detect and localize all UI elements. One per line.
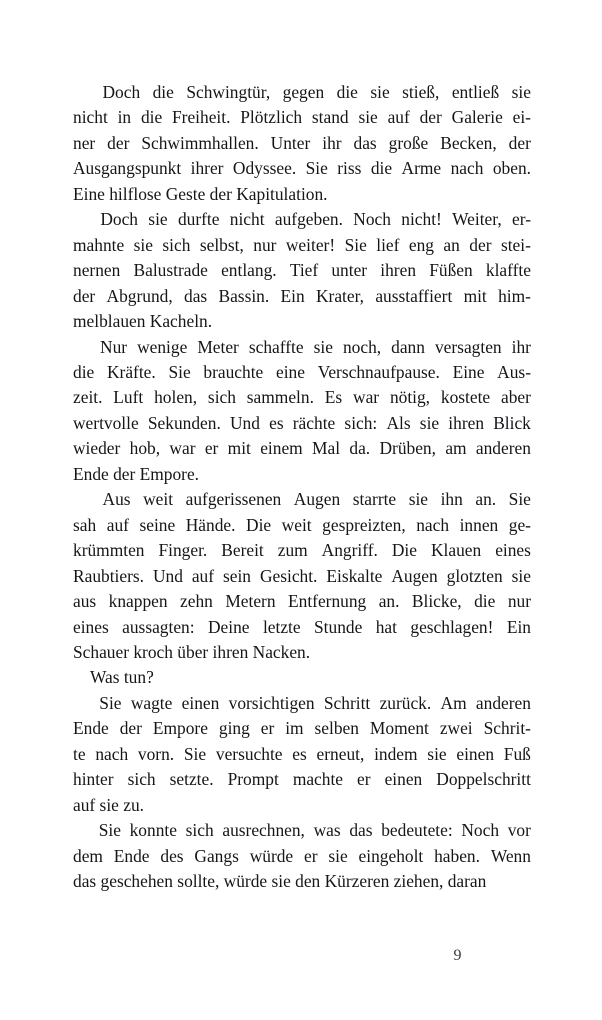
word: krümmten bbox=[73, 540, 145, 561]
word: vor bbox=[507, 820, 531, 841]
word: er- bbox=[512, 209, 531, 230]
word: einen bbox=[384, 769, 423, 790]
word: letzte bbox=[262, 616, 301, 637]
line-text: auf sie zu. bbox=[73, 794, 144, 815]
word: versagten bbox=[434, 336, 502, 357]
word: Sie bbox=[344, 234, 367, 255]
text-line bbox=[73, 131, 531, 156]
word: Am bbox=[440, 692, 467, 713]
word: am bbox=[445, 438, 467, 459]
word: Ein bbox=[506, 616, 531, 637]
word: Aus bbox=[102, 489, 131, 510]
text-line bbox=[73, 436, 531, 461]
text-line bbox=[73, 564, 531, 589]
word: der bbox=[419, 107, 442, 128]
line-text: melblauen Kacheln. bbox=[73, 311, 213, 332]
word: Gangs bbox=[194, 845, 239, 866]
word: ausstaffiert bbox=[375, 285, 453, 306]
word: aufgerissenen bbox=[185, 489, 282, 510]
word: ihr bbox=[511, 336, 531, 357]
word: Klauen bbox=[430, 540, 482, 561]
word: es bbox=[269, 412, 284, 433]
word: sein bbox=[222, 565, 251, 586]
text-line bbox=[73, 589, 531, 614]
text-line bbox=[73, 691, 531, 716]
word: ging bbox=[218, 718, 250, 739]
word: Deine bbox=[208, 616, 250, 637]
word: aber bbox=[501, 387, 531, 408]
word: Bassin. bbox=[218, 285, 270, 306]
word: Stunde bbox=[314, 616, 363, 637]
word: Drüben, bbox=[379, 438, 436, 459]
word: Sie bbox=[508, 489, 531, 510]
text-line bbox=[73, 869, 531, 894]
word: holen, bbox=[154, 387, 198, 408]
word: Mal bbox=[312, 438, 341, 459]
word: anderen bbox=[475, 438, 531, 459]
word: Balustrade bbox=[133, 260, 208, 281]
word: ihren bbox=[448, 412, 485, 433]
word: haben. bbox=[434, 845, 480, 866]
word: würde bbox=[249, 845, 294, 866]
text-line bbox=[73, 640, 531, 665]
text-line bbox=[73, 767, 531, 792]
word: hinter bbox=[73, 769, 114, 790]
word: Empore bbox=[152, 718, 208, 739]
word: gespreizten, bbox=[322, 514, 406, 535]
word: aus bbox=[73, 591, 97, 612]
paragraph-indent bbox=[73, 691, 90, 716]
text-line bbox=[73, 716, 531, 741]
word: Und bbox=[152, 565, 183, 586]
word: Arme bbox=[401, 158, 442, 179]
word: nur bbox=[507, 591, 531, 612]
word: ihr bbox=[322, 132, 342, 153]
word: wenige bbox=[137, 336, 188, 357]
word: das bbox=[184, 285, 208, 306]
text-line bbox=[73, 233, 531, 258]
word: Sie bbox=[183, 743, 207, 764]
word: stei- bbox=[500, 234, 531, 255]
word: Ende bbox=[73, 718, 109, 739]
word: die bbox=[474, 591, 496, 612]
word: der bbox=[119, 718, 142, 739]
word: Wenn bbox=[490, 845, 531, 866]
word: Metern bbox=[225, 591, 276, 612]
word: einem bbox=[260, 438, 303, 459]
word: Becken, bbox=[440, 132, 497, 153]
text-line bbox=[73, 156, 531, 181]
word: Krater, bbox=[315, 285, 365, 306]
word: Schrit- bbox=[483, 718, 531, 739]
word: zum bbox=[277, 540, 308, 561]
word: ihrer bbox=[190, 158, 224, 179]
folio-number: 9 bbox=[453, 947, 462, 964]
word: nach bbox=[95, 743, 129, 764]
paragraph bbox=[73, 207, 531, 334]
paragraph bbox=[73, 487, 531, 665]
word: kostete bbox=[440, 387, 491, 408]
word: in bbox=[117, 107, 132, 128]
word: wagte bbox=[130, 692, 173, 713]
word: Odyssee. bbox=[232, 158, 297, 179]
word: klaffte bbox=[485, 260, 531, 281]
word: nur bbox=[253, 234, 277, 255]
word: Verschnaufpause. bbox=[317, 361, 440, 382]
word: dem bbox=[73, 845, 103, 866]
word: Fuß bbox=[503, 743, 531, 764]
word: Blick bbox=[493, 412, 531, 433]
word: der bbox=[107, 132, 130, 153]
page-text-block bbox=[73, 80, 531, 895]
word: him- bbox=[498, 285, 531, 306]
word: Es bbox=[324, 387, 343, 408]
word: Freiheit. bbox=[172, 107, 231, 128]
word: ge- bbox=[508, 514, 531, 535]
word: hob, bbox=[129, 438, 161, 459]
word: Gesicht. bbox=[259, 565, 318, 586]
paragraph bbox=[73, 335, 531, 488]
word: Sie bbox=[99, 692, 122, 713]
word: Doppelschritt bbox=[436, 769, 531, 790]
word: selbst, bbox=[199, 234, 244, 255]
text-line bbox=[73, 80, 531, 105]
word: Tief bbox=[289, 260, 319, 281]
text-line bbox=[73, 513, 531, 538]
word: rächte bbox=[292, 412, 336, 433]
word: Ein bbox=[280, 285, 305, 306]
word: zwei bbox=[439, 718, 473, 739]
word: Eine bbox=[452, 361, 485, 382]
word: nach bbox=[416, 514, 450, 535]
paragraph bbox=[73, 80, 531, 207]
line-text: Schauer kroch über ihren Nacken. bbox=[73, 641, 311, 662]
word: sich: bbox=[344, 412, 378, 433]
text-line bbox=[73, 615, 531, 640]
word: einen bbox=[456, 743, 495, 764]
word: innen bbox=[459, 514, 499, 535]
page-number-folio bbox=[0, 944, 602, 964]
word: nicht bbox=[73, 107, 108, 128]
word: Sie bbox=[305, 158, 328, 179]
word: selben bbox=[314, 718, 359, 739]
word: sie bbox=[328, 845, 348, 866]
word: erneut, bbox=[316, 743, 365, 764]
word: nicht! bbox=[401, 209, 442, 230]
word: Moment bbox=[369, 718, 429, 739]
paragraph-indent bbox=[73, 818, 90, 843]
word: das bbox=[353, 132, 377, 153]
word: schaffte bbox=[248, 336, 304, 357]
word: der bbox=[508, 132, 531, 153]
text-line bbox=[73, 844, 531, 869]
word: eng bbox=[408, 234, 434, 255]
word: seine bbox=[139, 514, 176, 535]
word: eine bbox=[276, 361, 305, 382]
word: vorsichtigen bbox=[228, 692, 315, 713]
word: nötig, bbox=[389, 387, 431, 408]
word: Die bbox=[246, 514, 272, 535]
word: hat bbox=[375, 616, 397, 637]
word: wieder bbox=[73, 438, 121, 459]
word: stieß, bbox=[402, 82, 440, 102]
word: knappen bbox=[108, 591, 168, 612]
word: Ausgangspunkt bbox=[73, 158, 182, 179]
word: an. bbox=[475, 489, 497, 510]
word: Aus- bbox=[497, 361, 531, 382]
word: eingeholt bbox=[358, 845, 424, 866]
paragraph bbox=[73, 818, 531, 894]
word: ei- bbox=[512, 107, 531, 128]
word: Füßen bbox=[429, 260, 473, 281]
word: noch, bbox=[342, 336, 382, 357]
word: es bbox=[292, 743, 307, 764]
word: zeit. bbox=[73, 387, 103, 408]
word: sie bbox=[370, 82, 390, 102]
text-line bbox=[73, 742, 531, 767]
word: nach bbox=[450, 158, 484, 179]
word: Blicke, bbox=[411, 591, 462, 612]
word: sie bbox=[511, 82, 531, 102]
text-line bbox=[73, 538, 531, 563]
word: Abgrund, bbox=[106, 285, 173, 306]
word: Raubtiers. bbox=[73, 565, 144, 586]
word: konnte bbox=[129, 820, 177, 841]
word: ihren bbox=[380, 260, 417, 281]
word: die bbox=[336, 82, 358, 102]
word: im bbox=[285, 718, 304, 739]
word: aussagten: bbox=[122, 616, 195, 637]
word: weit bbox=[281, 514, 312, 535]
word: stand bbox=[311, 107, 349, 128]
word: Sekunden. bbox=[147, 412, 221, 433]
word: Eiskalte bbox=[326, 565, 383, 586]
word: weit bbox=[143, 489, 174, 510]
word: Unter bbox=[270, 132, 311, 153]
word: auf bbox=[106, 514, 129, 535]
word: aufgeben. bbox=[274, 209, 343, 230]
word: sie bbox=[313, 336, 333, 357]
word: Die bbox=[391, 540, 417, 561]
word: setzte. bbox=[169, 769, 214, 790]
word: wertvolle bbox=[73, 412, 139, 433]
word: ner bbox=[73, 132, 96, 153]
word: das bbox=[349, 820, 373, 841]
word: sie bbox=[408, 489, 429, 510]
word: Schritt bbox=[323, 692, 371, 713]
word: eines bbox=[73, 616, 109, 637]
word: sammeln. bbox=[246, 387, 314, 408]
word: Prompt bbox=[227, 769, 279, 790]
text-line bbox=[73, 818, 531, 843]
word: der bbox=[469, 234, 492, 255]
word: bedeutete: bbox=[381, 820, 453, 841]
word: Weiter, bbox=[452, 209, 502, 230]
word: er bbox=[304, 845, 318, 866]
text-line bbox=[73, 462, 531, 487]
word: sie bbox=[133, 234, 153, 255]
word: gegen bbox=[282, 82, 325, 102]
text-line bbox=[73, 793, 531, 818]
word: sah bbox=[73, 514, 97, 535]
word: Luft bbox=[113, 387, 144, 408]
word: er bbox=[204, 438, 219, 459]
word: Augen bbox=[391, 565, 438, 586]
word: entlang. bbox=[221, 260, 277, 281]
word: machte bbox=[292, 769, 344, 790]
word: er bbox=[260, 718, 275, 739]
line-text: Eine hilflose Geste der Kapitulation. bbox=[73, 183, 328, 204]
line-text: Ende der Empore. bbox=[73, 463, 200, 484]
word: Meter bbox=[197, 336, 239, 357]
word: nicht bbox=[229, 209, 265, 230]
text-line bbox=[73, 105, 531, 130]
word: Und bbox=[229, 412, 260, 433]
word: Galerie bbox=[451, 107, 503, 128]
word: auf bbox=[387, 107, 410, 128]
word: Ende bbox=[113, 845, 150, 866]
word: Augen bbox=[293, 489, 341, 510]
paragraph-indent bbox=[73, 80, 90, 105]
word: ihn bbox=[440, 489, 463, 510]
word: unter bbox=[331, 260, 368, 281]
word: Schwingtür, bbox=[186, 82, 271, 102]
word: die bbox=[152, 82, 174, 102]
word: Bereit bbox=[221, 540, 264, 561]
word: war bbox=[169, 438, 196, 459]
word: große bbox=[388, 132, 429, 153]
word: indem bbox=[374, 743, 418, 764]
word: lief bbox=[376, 234, 400, 255]
word: die bbox=[370, 158, 393, 179]
word: die bbox=[140, 107, 163, 128]
word: Hände. bbox=[185, 514, 236, 535]
word: sich bbox=[127, 769, 156, 790]
word: Als bbox=[386, 412, 411, 433]
text-line bbox=[73, 385, 531, 410]
paragraph-indent bbox=[73, 487, 90, 512]
paragraph bbox=[73, 691, 531, 818]
word: sich bbox=[185, 820, 214, 841]
word: zehn bbox=[180, 591, 213, 612]
word: Kräfte. bbox=[106, 361, 156, 382]
word: sie bbox=[358, 107, 378, 128]
word: der bbox=[73, 285, 96, 306]
word: Doch bbox=[102, 82, 141, 102]
word: nernen bbox=[73, 260, 121, 281]
word: Nur bbox=[100, 336, 128, 357]
word: vorn. bbox=[137, 743, 175, 764]
line-text: Was tun? bbox=[90, 667, 154, 688]
word: Sie bbox=[98, 820, 121, 841]
word: sich bbox=[207, 387, 236, 408]
word: Plötzlich bbox=[240, 107, 303, 128]
word: starrte bbox=[352, 489, 397, 510]
word: brauchte bbox=[203, 361, 264, 382]
word: auf bbox=[191, 565, 215, 586]
word: entließ bbox=[451, 82, 500, 102]
word: ausrechnen, bbox=[222, 820, 305, 841]
word: sich bbox=[162, 234, 191, 255]
paragraph bbox=[73, 665, 531, 690]
text-line bbox=[73, 258, 531, 283]
text-line bbox=[73, 411, 531, 436]
word: geschlagen! bbox=[410, 616, 494, 637]
word: an. bbox=[378, 591, 400, 612]
text-line bbox=[73, 207, 531, 232]
word: war bbox=[353, 387, 380, 408]
word: eines bbox=[495, 540, 531, 561]
word: einen bbox=[181, 692, 220, 713]
word: sie bbox=[511, 565, 531, 586]
word: an bbox=[443, 234, 460, 255]
word: durfte bbox=[177, 209, 220, 230]
word: weiter! bbox=[285, 234, 336, 255]
word: mit bbox=[227, 438, 251, 459]
word: sie bbox=[148, 209, 168, 230]
word: des bbox=[160, 845, 184, 866]
word: glotzten bbox=[446, 565, 503, 586]
word: was bbox=[313, 820, 341, 841]
text-line bbox=[73, 360, 531, 385]
word: Doch bbox=[100, 209, 138, 230]
paragraph-indent bbox=[73, 335, 90, 360]
word: da. bbox=[349, 438, 371, 459]
word: mahnte bbox=[73, 234, 125, 255]
text-line bbox=[73, 182, 531, 207]
word: anderen bbox=[475, 692, 531, 713]
word: riss bbox=[337, 158, 362, 179]
word: Angriff. bbox=[321, 540, 378, 561]
word: Noch bbox=[461, 820, 500, 841]
word: er bbox=[357, 769, 371, 790]
word: Finger. bbox=[158, 540, 208, 561]
word: dann bbox=[391, 336, 425, 357]
word: te bbox=[73, 743, 86, 764]
text-line bbox=[73, 309, 531, 334]
text-line bbox=[73, 284, 531, 309]
word: Noch bbox=[353, 209, 391, 230]
word: die bbox=[73, 361, 95, 382]
word: sie bbox=[419, 412, 440, 433]
word: sie bbox=[427, 743, 447, 764]
word: Sie bbox=[168, 361, 191, 382]
text-line bbox=[73, 665, 531, 690]
word: oben. bbox=[492, 158, 531, 179]
text-line bbox=[73, 487, 531, 512]
word: mit bbox=[463, 285, 487, 306]
word: Entfernung bbox=[288, 591, 367, 612]
text-line bbox=[73, 335, 531, 360]
word: Schwimmhallen. bbox=[141, 132, 259, 153]
line-text: das geschehen sollte, würde sie den Kürzeren ziehen, daran bbox=[73, 871, 487, 892]
word: versuchte bbox=[215, 743, 283, 764]
paragraph-indent bbox=[73, 207, 90, 232]
word: zurück. bbox=[379, 692, 432, 713]
